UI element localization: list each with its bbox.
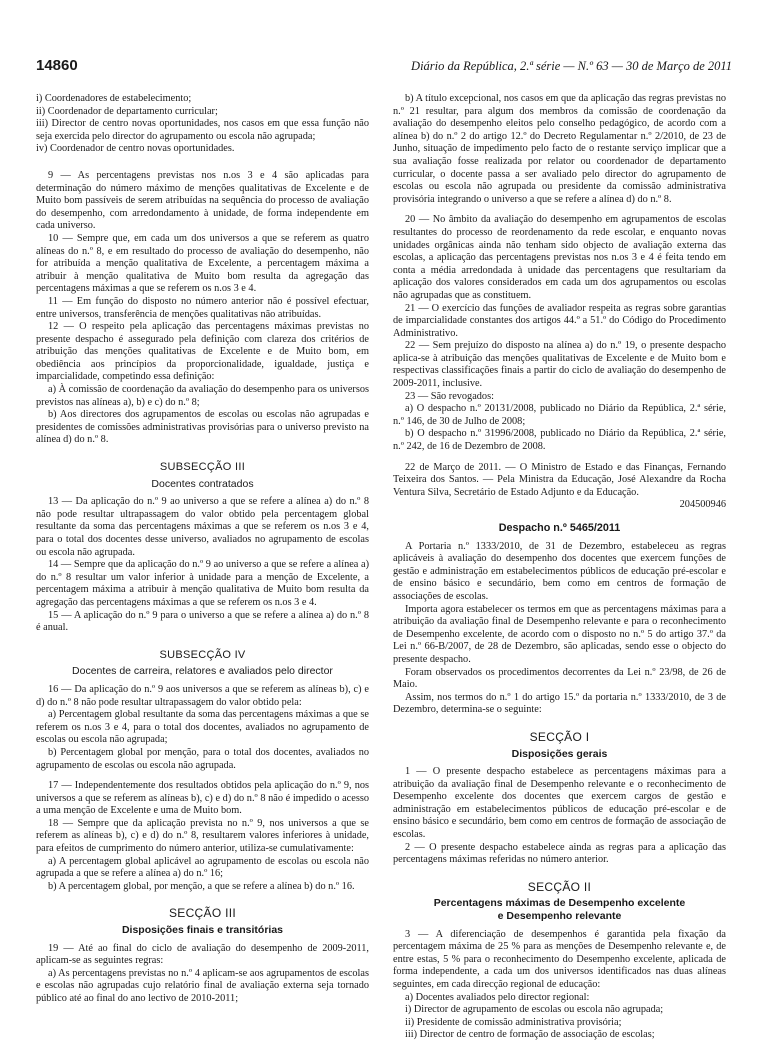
list-item: iii) Director de centro de formação de associação de escolas; <box>405 1029 655 1041</box>
paragraph-16b: b) Percentagem global por menção, para o total dos docentes, avaliados no agrupamento de escolas ou escola não agrupada. <box>36 746 369 771</box>
paragraph-12b: b) Aos directores dos agrupamentos de escolas ou escolas não agrupadas e presidentes de comissões administrativas provisórias para o universo previsto na alínea d) do n.º 8. <box>36 409 369 446</box>
paragraph-23a: a) O despacho n.º 20131/2008, publicado no Diário da República, 2.ª série, n.º 146, de 30 de Julho de 2008; <box>393 403 726 427</box>
list-item: ii) Coordenador de departamento curricular; <box>36 105 218 117</box>
section-subtitle <box>393 748 726 761</box>
section-subtitle <box>393 897 726 922</box>
journal-header: Diário da República, 2.ª série — N.º 63 — 30 de Março de 2011 <box>411 59 732 73</box>
paragraph-23b: b) O despacho n.º 31996/2008, publicado no Diário da República, 2.ª série, n.º 242, de 16 de Dezembro de 2008. <box>393 428 726 453</box>
section-subtitle <box>36 924 369 937</box>
paragraph-12: 12 — O respeito pela aplicação das percentagens máximas previstas no presente despacho é assegurado pela definição com clareza dos critérios de atribuição das menções qualitativas de Excelente e de Muito bom, em obediência aos princípios da proporcionalidade, igualdade, justiça e imparcialidade, competindo essa definição: <box>36 321 369 383</box>
page-number: 14860 <box>36 57 78 74</box>
paragraph-11: 11 — Em função do disposto no número anterior não é possível efectuar, entre universos, transferência de menções qualitativas não atribuídas. <box>36 295 369 320</box>
paragraph-21: 21 — O exercício das funções de avaliador respeita as regras sobre garantias de imparcialidade constantes dos artigos 44.º a 51.º do Código do Procedimento Administrativo. <box>393 302 726 339</box>
paragraph-18: 18 — Sempre que da aplicação prevista no n.º 9, nos universos a que se referem as alíneas b), c) e d) do n.º 8, resultarem valores inferiores à unidade, para efeitos de cumprimento do número anterior, utiliza-se cumulativamente: <box>36 817 369 855</box>
paragraph-18a: a) A percentagem global aplicável ao agrupamento de escolas ou escola não agrupada a que se refere a alínea a) do n.º 16; <box>36 855 369 880</box>
despacho-title: Despacho n.º 5465/2011 <box>498 522 621 534</box>
paragraph-3: 3 — A diferenciação de desempenhos é garantida pela fixação da percentagem máxima de 25 % para as menções de Desempenho relevante e, de entre estas, 5 % para o reconhecimento do Desempenho excelente, aplicada de forma independente, a cada um dos universos identificados nas duas alíneas seguintes, em cada direcção regional de educação: <box>393 928 726 990</box>
paragraph-22: 22 — Sem prejuízo do disposto na alínea a) do n.º 19, o presente despacho aplica-se à atribuição das menções qualitativas de Excelente e de Muito bom e respectivas classificações finais a partir do ciclo de avaliação do desempenho de 2009-2011, inclusive. <box>393 340 726 390</box>
left-column <box>36 93 369 1006</box>
paragraph-3a: a) Docentes avaliados pelo director regional: <box>405 991 590 1003</box>
despacho-paragraph: Importa agora estabelecer os termos em que as percentagens máximas para a atribuição da avaliação final de Desempenho relevante e para o reconhecimento de Desempenho excelente, de acordo com o disposto no n.º 5 do artigo 37.º da Lei n.º 66-B/2007, de 28 de Dezembro, são aplicadas, sendo esse o objecto do presente despacho. <box>393 603 726 665</box>
paragraph-10: 10 — Sempre que, em cada um dos universos a que se referem as quatro alíneas do n.º 8, e em resultado do processo de avaliação do desempenho, não for atribuída a menção qualitativa de Excelente, a percentagem máxima a atribuir à menção qualitativa de Muito bom resulta da agregação das percentagens máximas a que se referem os n.os 3 e 4. <box>36 232 369 295</box>
paragraph-9: 9 — As percentagens previstas nos n.os 3 e 4 são aplicadas para determinação do número máximo de menções qualitativas de Excelente e de Muito bom passíveis de serem atribuídas na sequência do processo de avaliação do desempenho, com arredondamento à unidade, de forma independente em cada universo. <box>36 169 369 232</box>
paragraph-19a: a) As percentagens previstas no n.º 4 aplicam-se aos agrupamentos de escolas e escolas não agrupadas cujo relatório final de avaliação externa seja tornado público até ao final do ano lectivo de 2010-2011; <box>36 967 369 1004</box>
paragraph-20: 20 — No âmbito da avaliação do desempenho em agrupamentos de escolas resultantes do processo de reordenamento da rede escolar, e enquanto novas unidades orgânicas ainda não tenham sido objecto de avaliação externa das escolas, a aplicação das percentagens previstas nos n.os 3 e 4 é feita tendo em conta a média arredondada à unidade das percentagens que resultariam da aplicação dos valores considerados em cada um dos agrupamentos ou escolas não agrupadas que as constituem. <box>393 214 726 301</box>
section-subtitle-text: Disposições finais e transitórias <box>121 924 284 937</box>
paragraph-14: 14 — Sempre que da aplicação do n.º 9 ao universo a que se refere a alínea a) do n.º 8 resultar um valor inferior à unidade para a menção de Excelente, a percentagem máxima a atribuir à menção qualitativa de Muito bom resulta da agregação das percentagens máximas a que se referem os n.os 3 e 4. <box>36 559 369 608</box>
section-subtitle-text: Disposições gerais <box>511 747 608 760</box>
paragraph-15: 15 — A aplicação do n.º 9 para o universo a que se refere a alínea a) do n.º 8 é anual. <box>36 609 369 634</box>
list-item: iv) Coordenador de centro novas oportunidades. <box>36 143 235 155</box>
list-item: iii) Director de centro novas oportunidades, nos casos em que essa função não seja exercida pelo director do agrupamento ou escola não agrupada; <box>36 118 369 142</box>
section-subtitle-line1: Percentagens máximas de Desempenho excelente <box>433 897 686 910</box>
section-title: SECÇÃO I <box>529 729 590 744</box>
document-reference: 204500946 <box>679 499 726 511</box>
paragraph-23: 23 — São revogados: <box>405 390 494 402</box>
subsection-subtitle: Docentes contratados <box>151 477 254 490</box>
paragraph-16: 16 — Da aplicação do n.º 9 aos universos a que se referem as alíneas b), c) e d) do n.º 8 não pode resultar ultrapassagem do valor obtido pela: <box>36 683 369 708</box>
list-item: i) Director de agrupamento de escolas ou escola não agrupada; <box>405 1004 664 1016</box>
signature-block: 22 de Março de 2011. — O Ministro de Estado e das Finanças, Fernando Teixeira dos Santos. — Pela Ministra da Educação, José Alexandre da Rocha Ventura Silva, Secretário de Estado Adjunto e da Educação. <box>393 461 726 498</box>
paragraph-19: 19 — Até ao final do ciclo de avaliação do desempenho de 2009-2011, aplicam-se as seguintes regras: <box>36 942 369 967</box>
paragraph-12a: a) À comissão de coordenação da avaliação do desempenho para os universos previstos nas alíneas a), b) e c) do n.º 8; <box>36 384 369 408</box>
subsection-title: SUBSECÇÃO IV <box>159 648 246 661</box>
paragraph-19b: b) A título excepcional, nos casos em que da aplicação das regras previstas no n.º 21 resultar, para algum dos membros da comissão de coordenação da avaliação do desempenho eleitos pelo conselho pedagógico, de acordo com a alínea b) do n.º 2 do artigo 12.º do Decreto Regulamentar n.º 2/2010, de 23 de Junho, situação de impedimento pelo facto de o restante serviço implicar que a sua avaliação fosse realizada por relator ou coordenador de departamento curricular, o docente passa a ser avaliado pelo director do agrupamento de escolas ou escola não agrupada ou presidente da comissão administrativa provisória integrando o universo a que se refere a alínea d) do n.º 8. <box>393 93 726 205</box>
paragraph-17: 17 — Independentemente dos resultados obtidos pela aplicação do n.º 9, nos universos a que se referem as alíneas b), c) e d) do n.º 8 não é impedido o acesso a uma menção de Excelente e uma de Muito bom. <box>36 780 369 817</box>
paragraph-1: 1 — O presente despacho estabelece as percentagens máximas para a atribuição da avaliação final de Desempenho relevante e o reconhecimento de Desempenho excelente dos docentes que exercem cargos de gestão e administração em estabelecimentos públicos de educação pré-escolar e de ensino básico e secundário, bem como em centros de formação de associação de escolas. <box>393 766 726 841</box>
section-subtitle-line2: e Desempenho relevante <box>497 910 622 923</box>
subsection-subtitle: Docentes de carreira, relatores e avaliados pelo director <box>72 665 333 678</box>
list-item: ii) Presidente de comissão administrativa provisória; <box>405 1016 622 1028</box>
despacho-paragraph: Foram observados os procedimentos decorrentes da Lei n.º 23/98, de 26 de Maio. <box>393 666 726 691</box>
list-item: i) Coordenadores de estabelecimento; <box>36 93 192 104</box>
despacho-paragraph: A Portaria n.º 1333/2010, de 31 de Dezembro, estabeleceu as regras aplicáveis à avaliação do desempenho dos docentes que exercem funções de gestão e administração em estabelecimentos públicos de educação pré-escolar e de ensino básico e secundário, bem como em centros de formação de associações de escolas. <box>393 540 726 602</box>
section-title: SECÇÃO III <box>168 906 236 921</box>
paragraph-13: 13 — Da aplicação do n.º 9 ao universo a que se refere a alínea a) do n.º 8 não pode resultar ultrapassagem do valor obtido pela percentagem global resultante da soma das percentagens máximas a que se referem os n.os 3 e 4, para o total dos docentes desse universo, avaliados no agrupamento de escolas ou escola não agrupada. <box>36 496 369 558</box>
paragraph-18b: b) A percentagem global, por menção, a que se refere a alínea b) do n.º 16. <box>48 880 355 892</box>
despacho-paragraph: Assim, nos termos do n.º 1 do artigo 15.º da portaria n.º 1333/2010, de 3 de Dezembro, determina-se o seguinte: <box>393 691 726 716</box>
subsection-title: SUBSECÇÃO III <box>159 461 246 474</box>
paragraph-16a: a) Percentagem global resultante da soma das percentagens máximas a que se referem os n.os 3 e 4, para o total dos docentes, avaliados no agrupamento de escolas ou escola não agrupada; <box>36 709 369 746</box>
right-column <box>393 93 726 1042</box>
paragraph-2: 2 — O presente despacho estabelece ainda as regras para a aplicação das percentagens máximas referidas no número anterior. <box>393 841 726 866</box>
section-title: SECÇÃO II <box>527 879 592 894</box>
